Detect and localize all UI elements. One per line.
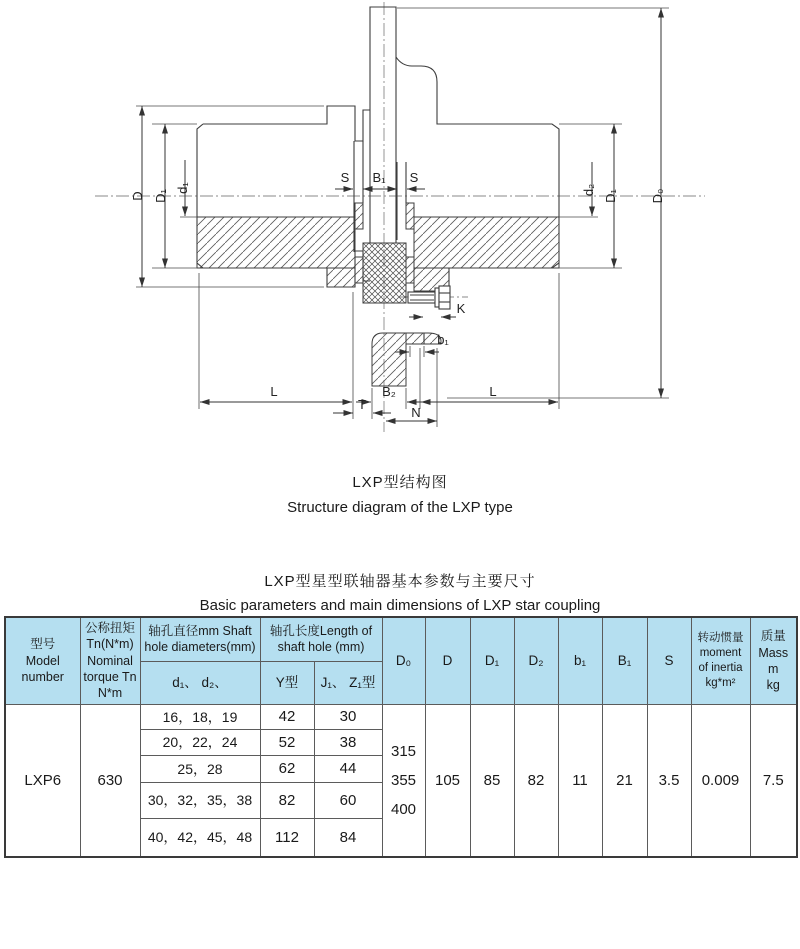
cell-y-length: 82	[260, 782, 314, 818]
cell-jz-length: 84	[314, 818, 382, 857]
dim-label-d1-left: D₁	[153, 189, 168, 203]
col-subheader-y-type: Y型	[260, 661, 314, 704]
dim-label-d: D	[130, 191, 145, 201]
col-subheader-d1-d2: d₁、 d₂、	[140, 661, 260, 704]
cell-y-length: 42	[260, 704, 314, 729]
col-header-s: S	[647, 617, 691, 704]
col-header-inertia	[691, 617, 750, 704]
col-header-torque	[80, 617, 140, 704]
cell-d0	[382, 704, 425, 857]
d0-value-2: 355	[390, 771, 417, 789]
col-header-d1: D₁	[470, 617, 514, 704]
cell-inertia: 0.009	[691, 704, 750, 857]
col-header-d2: D₂	[514, 617, 558, 704]
header-torque-en: Nominal torque Tn	[83, 653, 137, 684]
header-mass-zh: 质量	[760, 629, 786, 644]
cell-d1: 85	[470, 704, 514, 857]
table-title-en: Basic parameters and main dimensions of LXP star coupling	[199, 597, 601, 614]
dim-label-b2: B₂	[382, 384, 396, 399]
cell-model-number: LXP6	[5, 704, 80, 857]
figure-caption-en: Structure diagram of the LXP type	[287, 499, 513, 516]
col-header-model	[5, 617, 80, 704]
dim-label-s-left: S	[340, 170, 350, 185]
col-header-bore-diameters: 轴孔直径mm Shaft hole diameters(mm)	[140, 617, 260, 661]
cell-y-length: 62	[260, 755, 314, 782]
section-hatch-areas	[197, 203, 559, 386]
d0-value-3: 400	[390, 800, 417, 818]
cell-d2: 82	[514, 704, 558, 857]
dim-label-l-left: L	[270, 384, 278, 399]
cell-jz-length: 60	[314, 782, 382, 818]
header-inertia-en: moment of inertia	[698, 646, 743, 674]
cell-b1-lower: 11	[558, 704, 602, 857]
dim-label-d1-bore: d₁	[175, 182, 190, 194]
col-header-d: D	[425, 617, 470, 704]
cell-d: 105	[425, 704, 470, 857]
d0-value-1: 315	[390, 742, 417, 760]
col-header-b1-upper: B₁	[602, 617, 647, 704]
col-subheader-jz-type: J₁、 Z₁型	[314, 661, 382, 704]
cell-jz-length: 30	[314, 704, 382, 729]
col-header-d0: D₀	[382, 617, 425, 704]
dim-label-d0: D₀	[650, 188, 665, 204]
dim-label-l-right: L	[489, 384, 497, 399]
cell-jz-length: 44	[314, 755, 382, 782]
cell-y-length: 112	[260, 818, 314, 857]
coupling-structure-diagram	[0, 0, 800, 460]
elastomer-star-section	[363, 243, 406, 303]
cell-jz-length: 38	[314, 729, 382, 755]
header-inertia-unit: kg*m²	[705, 676, 736, 689]
col-header-mass	[750, 617, 797, 704]
header-torque-formula: Tn(N*m)	[86, 637, 134, 652]
flange-bracket-section	[372, 333, 406, 386]
dim-label-d1-right: D₁	[603, 189, 618, 203]
cell-s: 3.5	[647, 704, 691, 857]
cell-bore-d: 16，18，19	[140, 704, 260, 729]
dim-label-s-right: S	[409, 170, 419, 185]
cell-y-length: 52	[260, 729, 314, 755]
figure-caption-zh: LXP型结构图	[352, 474, 448, 491]
header-inertia-zh: 转动惯量	[697, 631, 744, 644]
header-model-en: Model number	[21, 653, 64, 684]
dim-label-b1-top: B₁	[372, 170, 386, 185]
header-mass-en: Mass	[758, 645, 789, 660]
header-model-zh: 型号	[30, 637, 56, 652]
col-header-hole-length: 轴孔长度Length of shaft hole (mm)	[260, 617, 382, 661]
dim-label-n: N	[411, 405, 421, 420]
table-row	[5, 704, 797, 729]
parameters-table	[4, 616, 798, 858]
dim-label-b1-flange: b₁	[437, 332, 449, 347]
cell-b1-upper: 21	[602, 704, 647, 857]
header-torque-unit: N*m	[97, 686, 123, 701]
col-header-b1-lower: b₁	[558, 617, 602, 704]
cell-bore-d: 20，22，24	[140, 729, 260, 755]
header-mass-sym: m	[768, 661, 779, 676]
dim-label-t: T	[358, 397, 366, 412]
dim-label-k: K	[456, 301, 466, 316]
cell-bore-d: 25，28	[140, 755, 260, 782]
dim-label-d2-bore: d₂	[581, 183, 596, 197]
header-torque-zh: 公称扭矩	[84, 621, 135, 636]
cell-nominal-torque: 630	[80, 704, 140, 857]
cell-mass: 7.5	[750, 704, 797, 857]
cell-bore-d: 30，32，35，38	[140, 782, 260, 818]
header-mass-unit: kg	[766, 678, 780, 692]
table-title-zh: LXP型星型联轴器基本参数与主要尺寸	[264, 573, 536, 590]
cell-bore-d: 40，42，45，48	[140, 818, 260, 857]
